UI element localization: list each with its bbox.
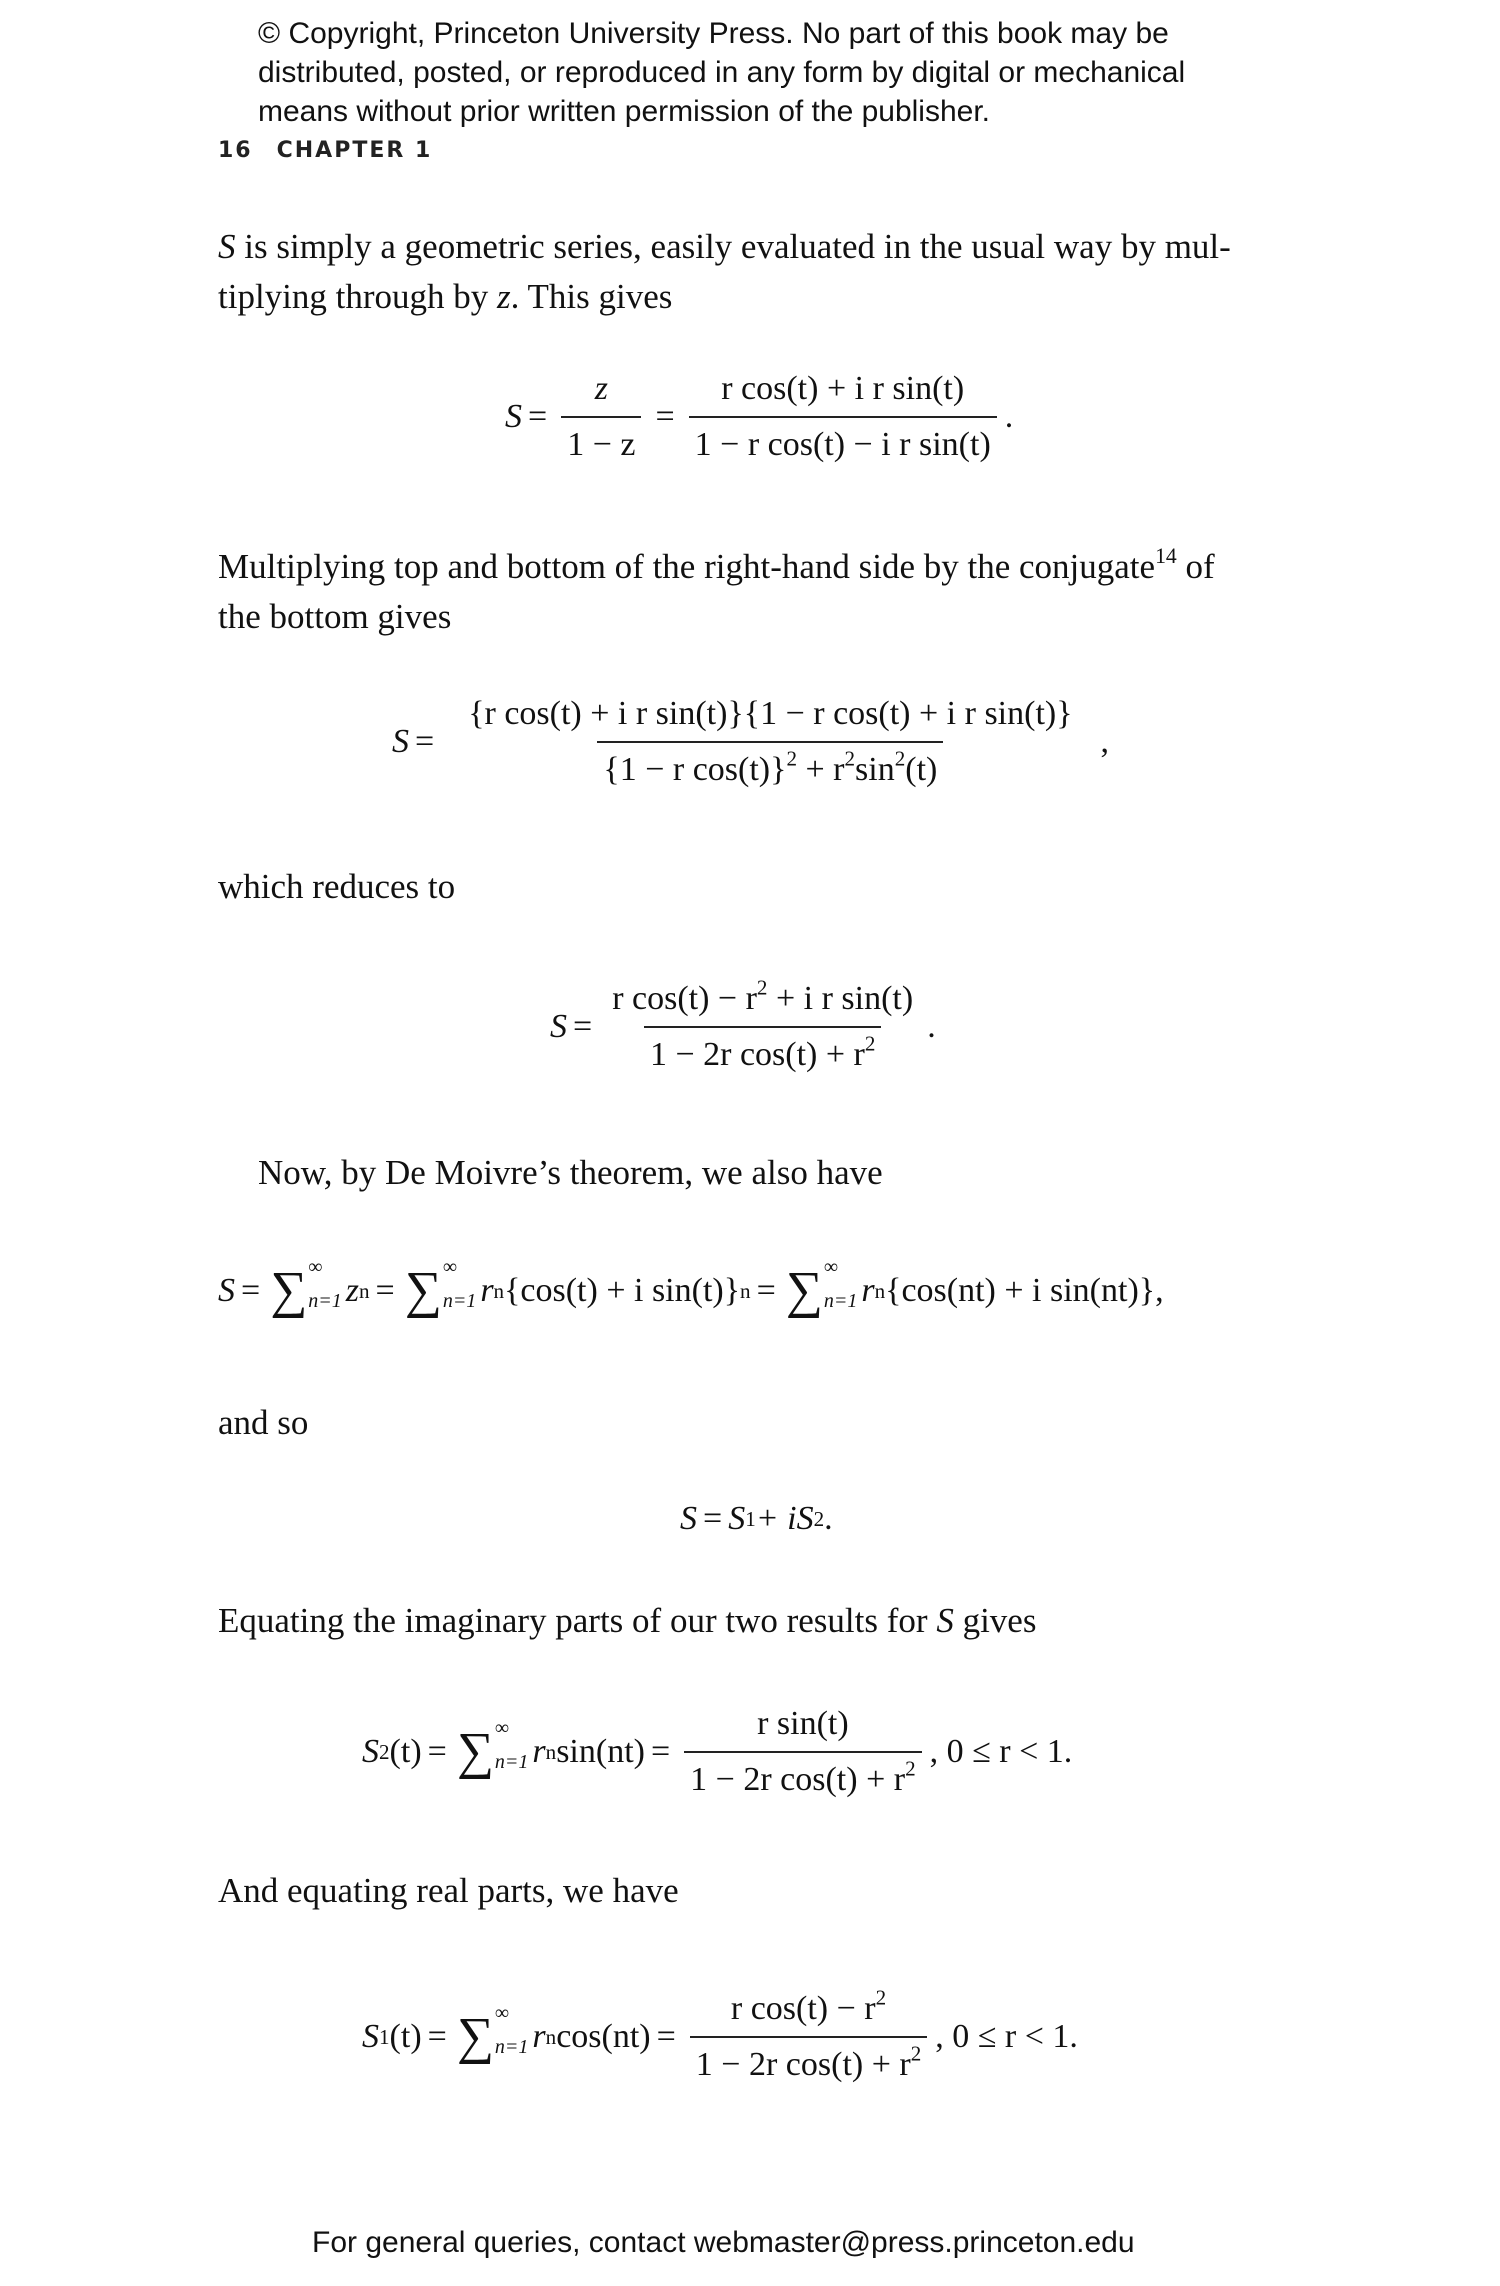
text: {cos(t) + i sin(t)} xyxy=(504,1272,741,1309)
text: 1 − 2r cos(t) + r xyxy=(695,2046,911,2083)
text: (t) xyxy=(389,1733,422,1770)
lower-limit: n=1 xyxy=(494,2036,529,2058)
copyright-line: © Copyright, Princeton University Press. No part of this book may be xyxy=(258,17,1169,50)
numerator: {r cos(t) + i r sin(t)}{1 − r cos(t) + i r sin(t)} xyxy=(468,695,1073,732)
chapter-label: CHAPTER 1 xyxy=(276,138,433,163)
text: sin xyxy=(855,751,895,788)
equals-sign: = xyxy=(241,1272,261,1309)
condition: , 0 ≤ r < 1. xyxy=(929,1733,1073,1770)
text: + r xyxy=(796,751,845,788)
text: which reduces to xyxy=(218,867,456,906)
punctuation: . xyxy=(1004,398,1014,435)
text: z xyxy=(594,370,608,407)
math-lhs: S xyxy=(362,2018,379,2055)
sigma-icon: ∑ xyxy=(270,1262,308,1319)
lower-limit: n=1 xyxy=(494,1751,529,1773)
text: z xyxy=(345,1272,359,1309)
numerator xyxy=(725,1985,892,2036)
equals-sign: = xyxy=(375,1272,395,1309)
summation xyxy=(404,1256,477,1319)
text: {cos(nt) + i sin(nt)} xyxy=(885,1272,1156,1309)
fraction xyxy=(448,695,1092,789)
numerator xyxy=(606,975,919,1026)
equation-6: S 2 (t) = ∑ ∞ n=1 r n sin(nt) = $\frac{\text{r sin(t)}}{1 - 2r \cos(t) + r^2}$ , 0 ≤ r < 1. xyxy=(362,1705,1073,1798)
footer-contact: For general queries, contact webmaster@press.princeton.edu xyxy=(312,2226,1135,2259)
equals-sign: = xyxy=(528,398,548,435)
equals-sign: = xyxy=(703,1500,723,1537)
text: r cos(t) − r xyxy=(730,1990,876,2027)
sigma-icon: ∑ xyxy=(404,1262,442,1319)
equation-5: S = S 1 + i S 2 . xyxy=(680,1500,833,1537)
upper-limit: ∞ xyxy=(494,2002,510,2024)
numerator: r sin(t) xyxy=(757,1705,849,1742)
equation-3 xyxy=(550,975,936,1074)
numerator xyxy=(589,370,614,416)
text: r xyxy=(861,1272,875,1309)
lower-limit: n=1 xyxy=(308,1290,342,1312)
denominator xyxy=(597,741,943,789)
text: And equating real parts, we have xyxy=(218,1871,679,1910)
text: sin(nt) xyxy=(556,1733,645,1770)
text: of xyxy=(1176,547,1215,586)
lower-limit: n=1 xyxy=(823,1290,858,1312)
exponent: 2 xyxy=(894,746,906,771)
math-var: S xyxy=(218,227,236,266)
math-lhs: S xyxy=(680,1500,697,1537)
text: r xyxy=(532,1733,546,1770)
text: (t) xyxy=(389,2018,422,2055)
lower-limit: n=1 xyxy=(442,1290,477,1312)
punctuation: , xyxy=(1100,723,1110,760)
equals-sign: = xyxy=(655,398,675,435)
text: r xyxy=(480,1272,494,1309)
summation xyxy=(785,1256,858,1319)
text: + i xyxy=(755,1500,797,1537)
sigma-icon: ∑ xyxy=(456,1723,494,1780)
denominator xyxy=(690,2036,927,2084)
math-lhs: S xyxy=(550,1008,567,1045)
text: S xyxy=(728,1500,746,1537)
equation-2 xyxy=(392,695,1109,789)
footnote-ref[interactable]: 14 xyxy=(1155,543,1177,568)
paragraph-conjugate xyxy=(218,542,1318,642)
equals-sign: = xyxy=(650,1733,671,1770)
math-lhs: S xyxy=(505,398,522,435)
condition: , 0 ≤ r < 1. xyxy=(935,2018,1078,2055)
text: r cos(t) − r xyxy=(612,980,757,1017)
exponent: 2 xyxy=(844,746,856,771)
fraction xyxy=(561,370,641,464)
punctuation: , xyxy=(1155,1272,1164,1309)
math-var: S xyxy=(936,1601,954,1640)
exponent: 2 xyxy=(875,1985,887,2010)
punctuation: . xyxy=(927,1008,936,1045)
text: 1 − 2r cos(t) + r xyxy=(649,1036,865,1073)
upper-limit: ∞ xyxy=(442,1256,458,1278)
fraction xyxy=(684,1705,921,1799)
text: gives xyxy=(953,1601,1037,1640)
numerator: r cos(t) + i r sin(t) xyxy=(721,370,965,407)
exponent: 2 xyxy=(905,1756,916,1781)
upper-limit: ∞ xyxy=(823,1256,839,1278)
text: 1 − 2r cos(t) + r xyxy=(690,1761,906,1798)
equation-7: S 1 (t) = ∑ ∞ n=1 r n cos(nt) = $\frac{r \cos(t) - r^2}{1 - 2r \cos(t) + r^2}$ , 0 ≤ r < 1. xyxy=(362,1985,1078,2083)
copyright-line: distributed, posted, or reproduced in any form by digital or mechanical xyxy=(258,56,1186,89)
paragraph-imaginary xyxy=(218,1596,1318,1646)
denominator: 1 − r cos(t) − i r sin(t) xyxy=(689,416,997,464)
equals-sign: = xyxy=(656,2018,676,2055)
text: tiplying through by xyxy=(218,277,498,316)
text: + i r sin(t) xyxy=(767,980,914,1017)
upper-limit: ∞ xyxy=(494,1717,510,1739)
denominator: 1 − z xyxy=(561,416,641,464)
text: {1 − r cos(t)} xyxy=(603,751,787,788)
summation xyxy=(270,1256,342,1319)
text: Equating the imaginary parts of our two results for xyxy=(218,1601,937,1640)
punctuation: . xyxy=(824,1500,833,1537)
math-lhs: S xyxy=(392,723,409,760)
summation xyxy=(456,2002,529,2065)
running-head xyxy=(218,138,432,163)
text: (t) xyxy=(905,751,938,788)
paragraph-real-parts xyxy=(218,1866,1318,1916)
text: cos(nt) xyxy=(556,2018,651,2055)
copyright-line: means without prior written permission of the publisher. xyxy=(258,95,991,128)
equation-4: S = ∑ ∞ n=1 z n = ∑ ∞ n=1 r n {cos(t) + i sin(t)} n = ∑ ∞ n=1 r n {cos(nt) + i sin(nt)} , xyxy=(218,1256,1164,1319)
math-var: z xyxy=(497,277,511,316)
paragraph-reduces xyxy=(218,862,1318,912)
equals-sign: = xyxy=(427,1733,447,1770)
copyright-notice xyxy=(258,14,1338,131)
fraction xyxy=(689,370,997,464)
text: Multiplying top and bottom of the right-hand side by the conjugate xyxy=(218,547,1156,586)
text: r xyxy=(532,2018,546,2055)
denominator xyxy=(684,1751,921,1799)
fraction xyxy=(690,1985,927,2084)
fraction xyxy=(606,975,919,1074)
sigma-icon: ∑ xyxy=(785,1262,823,1319)
sigma-icon: ∑ xyxy=(456,2008,494,2065)
equation-1 xyxy=(505,370,1013,464)
text: . This gives xyxy=(510,277,673,316)
math-lhs: S xyxy=(218,1272,235,1309)
paragraph-de-moivre xyxy=(258,1148,1358,1198)
equals-sign: = xyxy=(573,1008,593,1045)
page-number: 16 xyxy=(218,138,253,163)
paragraph-and-so xyxy=(218,1398,1318,1448)
exponent: 2 xyxy=(786,746,797,771)
paragraph-geometric-series xyxy=(218,222,1318,322)
denominator xyxy=(644,1026,881,1074)
exponent: 2 xyxy=(910,2041,922,2066)
text: Now, by De Moivre’s theorem, we also have xyxy=(258,1153,883,1192)
text: the bottom gives xyxy=(218,597,452,636)
upper-limit: ∞ xyxy=(308,1256,323,1278)
text: S xyxy=(796,1500,814,1537)
equals-sign: = xyxy=(756,1272,776,1309)
exponent: 2 xyxy=(756,975,768,1000)
equals-sign: = xyxy=(427,2018,447,2055)
text: and so xyxy=(218,1403,309,1442)
math-lhs: S xyxy=(362,1733,379,1770)
equals-sign: = xyxy=(415,723,435,760)
summation xyxy=(456,1717,529,1780)
exponent: 2 xyxy=(864,1031,876,1056)
text: is simply a geometric series, easily evaluated in the usual way by mul- xyxy=(235,227,1231,266)
